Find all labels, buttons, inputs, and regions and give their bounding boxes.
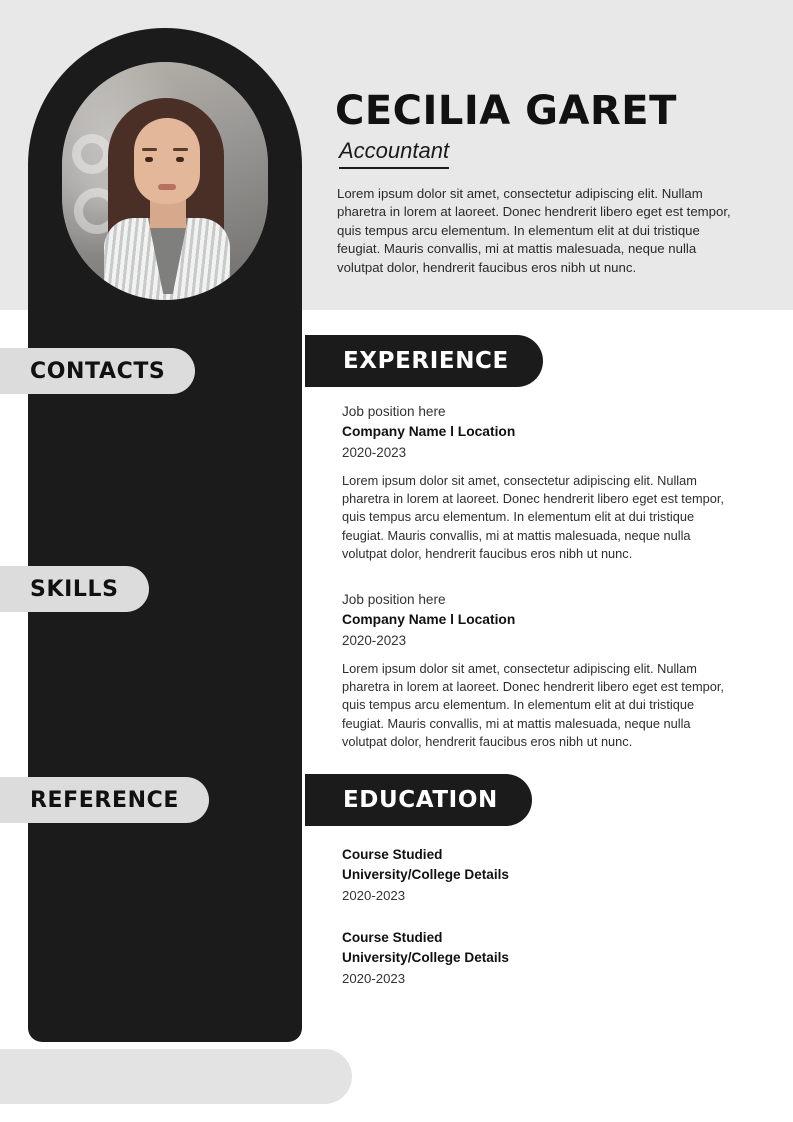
section-header-contacts: CONTACTS bbox=[0, 348, 195, 394]
section-header-experience: EXPERIENCE bbox=[305, 335, 543, 387]
section-header-reference: REFERENCE bbox=[0, 777, 209, 823]
education-entry bbox=[342, 928, 734, 989]
experience-company: Company Name l Location bbox=[342, 424, 516, 439]
experience-description: Lorem ipsum dolor sit amet, consectetur adipiscing elit. Nullam pharetra in lorem at laoreet. Donec hendrerit libero eget est tempor, quis tempus arcu elementum. In elementum elit at dui tristique feugiat. Mauris convallis, mi at mattis malesuada, neque nulla volutpat dolor, hendrerit faucibus eros nibh ut nunc. bbox=[342, 661, 724, 749]
experience-description: Lorem ipsum dolor sit amet, consectetur adipiscing elit. Nullam pharetra in lorem at laoreet. Donec hendrerit libero eget est tempor, quis tempus arcu elementum. In elementum elit at dui tristique feugiat. Mauris convallis, mi at mattis malesuada, neque nulla volutpat dolor, hendrerit faucibus eros nibh ut nunc. bbox=[342, 473, 724, 561]
experience-position: Job position here bbox=[342, 404, 446, 419]
portrait-eye-left bbox=[145, 157, 153, 162]
experience-company: Company Name l Location bbox=[342, 612, 516, 627]
education-course: Course Studied bbox=[342, 930, 443, 945]
education-years: 2020-2023 bbox=[342, 971, 406, 986]
section-header-education: EDUCATION bbox=[305, 774, 532, 826]
experience-entry bbox=[342, 590, 734, 751]
education-school: University/College Details bbox=[342, 950, 509, 965]
education-entry bbox=[342, 845, 734, 906]
bottom-decor-shape bbox=[0, 1049, 352, 1104]
experience-years: 2020-2023 bbox=[342, 633, 407, 648]
experience-entry bbox=[342, 402, 734, 563]
job-title: Accountant bbox=[339, 138, 449, 169]
portrait-eye-right bbox=[176, 157, 184, 162]
education-school: University/College Details bbox=[342, 867, 509, 882]
profile-summary: Lorem ipsum dolor sit amet, consectetur adipiscing elit. Nullam pharetra in lorem at laoreet. Donec hendrerit libero eget est tempor, quis tempus arcu elementum. In elementum elit at dui tristique feugiat. Mauris convallis, mi at mattis malesuada, neque nulla volutpat dolor, hendrerit faucibus eros nibh ut nunc. bbox=[337, 186, 731, 275]
portrait-brow-left bbox=[142, 148, 157, 151]
section-header-skills: SKILLS bbox=[0, 566, 149, 612]
portrait-lips bbox=[158, 184, 176, 190]
education-course: Course Studied bbox=[342, 847, 443, 862]
profile-photo bbox=[62, 62, 268, 300]
photo-bokeh-circle bbox=[72, 134, 112, 174]
portrait-face bbox=[134, 118, 200, 204]
page-title: CECILIA GARET bbox=[335, 88, 677, 134]
experience-years: 2020-2023 bbox=[342, 445, 407, 460]
experience-position: Job position here bbox=[342, 592, 446, 607]
education-years: 2020-2023 bbox=[342, 888, 406, 903]
portrait-brow-right bbox=[173, 148, 188, 151]
